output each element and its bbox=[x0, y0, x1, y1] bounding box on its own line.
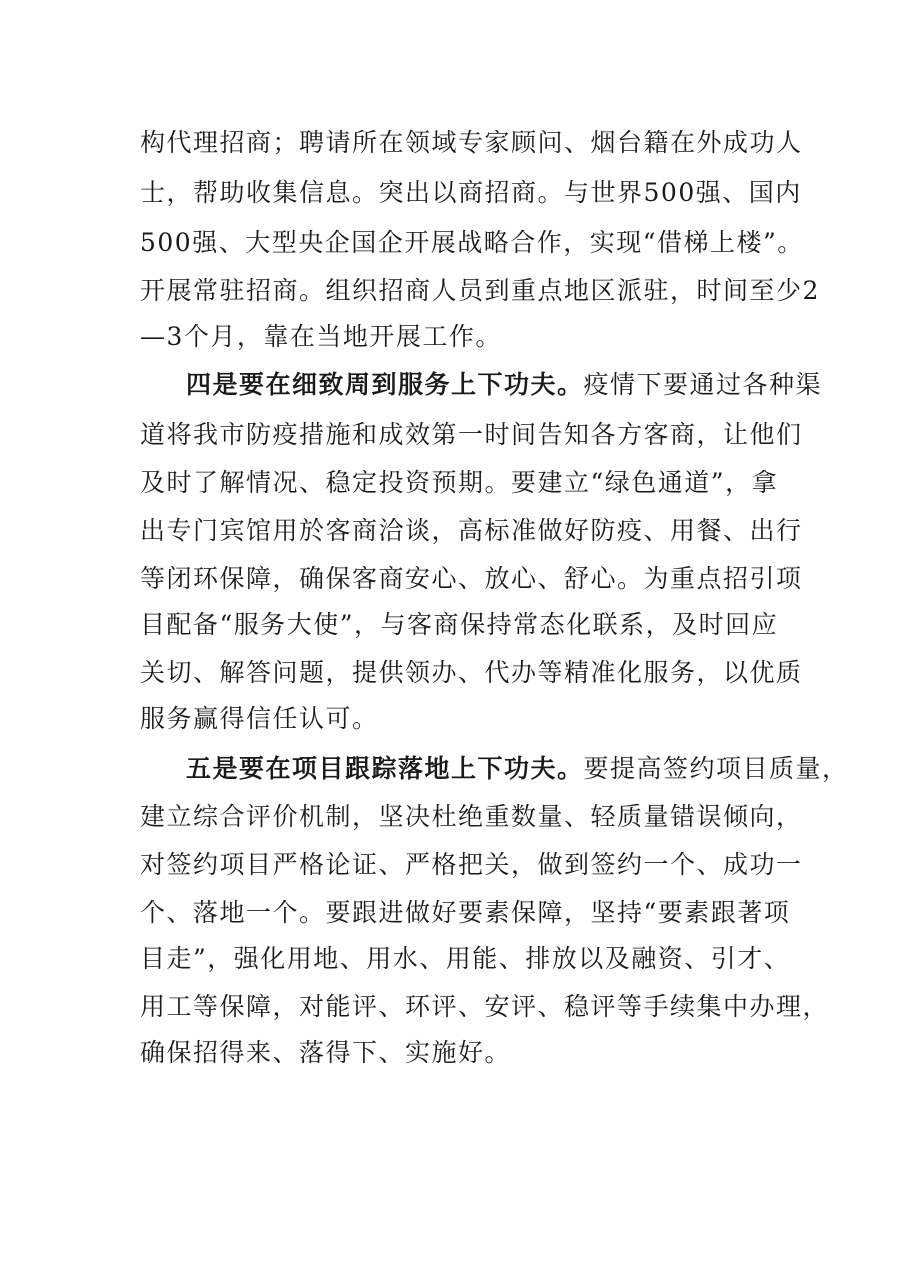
text-line: 及时了解情况、稳定投资预期。要建立“绿色通道”，拿 bbox=[140, 468, 779, 497]
text-line: 个、落地一个。要跟进做好要素保障，坚持“要素跟著项 bbox=[140, 898, 791, 927]
section-heading: 五是要在项目跟踪落地上下功夫。 bbox=[186, 754, 584, 783]
text-run: 要提高签约项目质量， bbox=[583, 754, 849, 783]
text-line: 500强、大型央企国企开展战略合作，实现“借梯上楼”。 bbox=[140, 228, 804, 257]
text-line: 士，帮助收集信息。突出以商招商。与世界500强、国内 bbox=[140, 178, 802, 207]
section-heading: 四是要在细致周到服务上下功夫。 bbox=[186, 370, 584, 399]
text-line: 关切、解答问题，提供领办、代办等精准化服务，以优质 bbox=[140, 658, 803, 687]
text-line: —3个月，靠在当地开展工作。 bbox=[140, 322, 502, 351]
text-line: 等闭环保障，确保客商安心、放心、舒心。为重点招引项 bbox=[140, 564, 803, 593]
text-line: 目配备“服务大使”，与客商保持常态化联系，及时回应 bbox=[140, 610, 779, 639]
text-line: 开展常驻招商。组织招商人员到重点地区派驻，时间至少2 bbox=[140, 276, 820, 305]
text-line: 目走”，强化用地、用水、用能、排放以及融资、引才、 bbox=[140, 944, 791, 973]
text-line: 服务赢得信任认可。 bbox=[140, 704, 379, 733]
text-line: 道将我市防疫措施和成效第一时间告知各方客商，让他们 bbox=[140, 420, 803, 449]
text-line: 用工等保障，对能评、环评、安评、稳评等手续集中办理， bbox=[140, 992, 830, 1021]
text-line: 出专门宾馆用於客商洽谈，高标准做好防疫、用餐、出行 bbox=[140, 516, 803, 545]
text-line: 对签约项目严格论证、严格把关，做到签约一个、成功一 bbox=[140, 850, 803, 879]
text-line: 建立综合评价机制，坚决杜绝重数量、轻质量错误倾向， bbox=[140, 802, 803, 831]
text-line: 构代理招商；聘请所在领域专家顾问、烟台籍在外成功人 bbox=[140, 128, 803, 157]
text-line: 确保招得来、落得下、实施好。 bbox=[140, 1038, 512, 1067]
paragraph-first-line bbox=[186, 752, 849, 786]
paragraph-first-line bbox=[186, 368, 822, 402]
text-run: 疫情下要通过各种渠 bbox=[583, 370, 823, 399]
